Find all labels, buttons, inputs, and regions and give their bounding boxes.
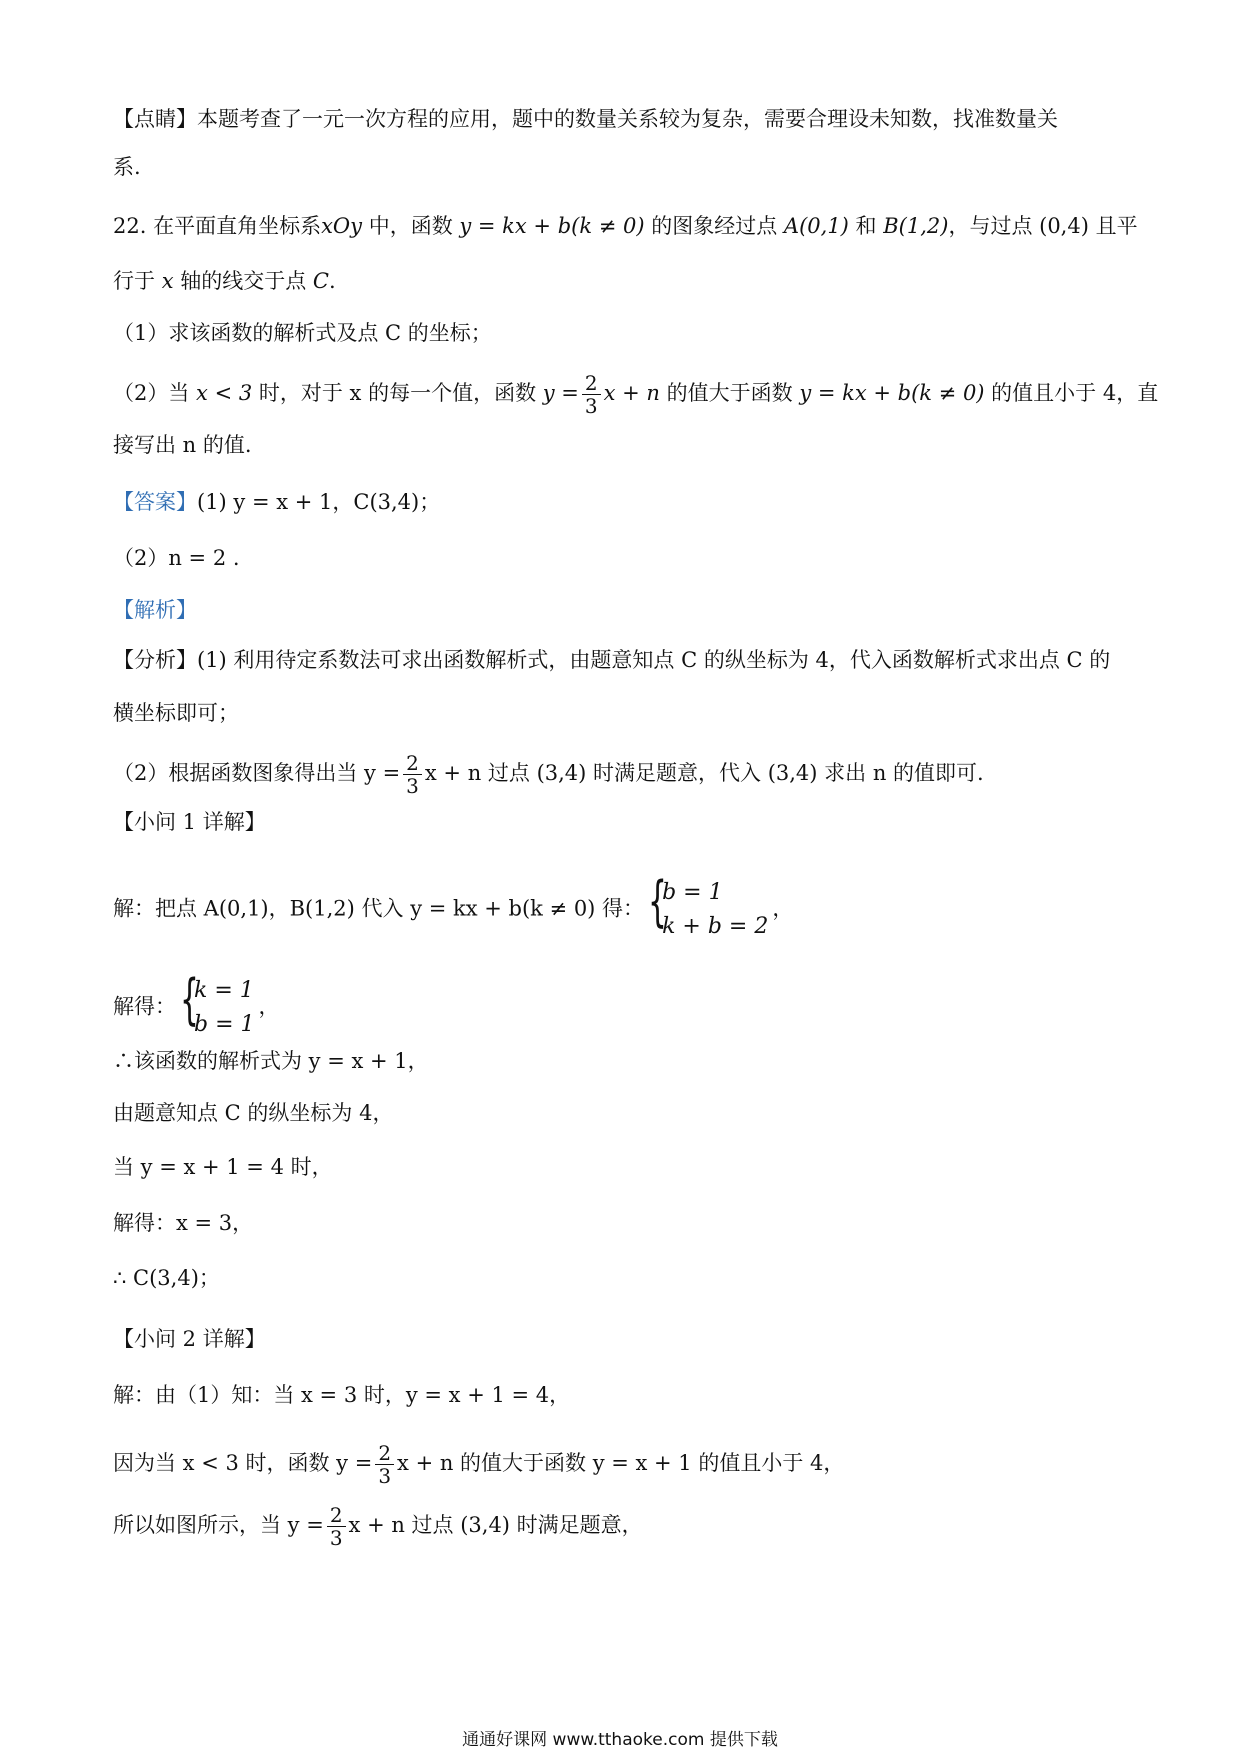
- equation-system-2: { k = 1 b = 1: [180, 968, 255, 1037]
- solution-1-line-6: 解得：x = 3，: [113, 1211, 254, 1235]
- q22-function: y = kx + b(k ≠ 0): [459, 214, 645, 238]
- p2-text-c: 的值大于函数: [659, 381, 800, 405]
- t2-text-b: x + n 的值大于函数 y = x + 1 的值且小于 4，: [397, 1451, 845, 1475]
- q22-text-d: 和: [848, 214, 884, 238]
- answer-label: 【答案】: [113, 490, 197, 514]
- t3-text-b: x + n 过点 (3,4) 时满足题意，: [348, 1513, 643, 1537]
- fraction-two-thirds: $\frac{2}{3}$: [375, 1442, 394, 1487]
- analysis-label: 【解析】: [113, 598, 197, 622]
- fraction-two-thirds: $\frac{2}{3}$: [403, 752, 422, 797]
- q22-text-b: 中，函数: [362, 214, 460, 238]
- solution-1-line-3: ∴该函数的解析式为 y = x + 1，: [113, 1049, 429, 1073]
- dianjing-line-2: 系.: [113, 155, 141, 179]
- p2-condition: x < 3: [196, 381, 253, 405]
- q22-text-e: ，与过点 (0,4) 且平: [948, 214, 1138, 238]
- q22-point-c: C: [312, 269, 329, 293]
- subquestion-1-heading: 【小问 1 详解】: [113, 810, 266, 834]
- s1-text: 解：把点 A(0,1)，B(1,2) 代入 y = kx + b(k ≠ 0) 得：: [113, 896, 645, 921]
- solution-2-line-3: [113, 1504, 1133, 1549]
- fx3-text-a: （2）根据函数图象得出当 y =: [113, 761, 401, 785]
- part-2-question-line-2: 接写出 n 的值.: [113, 433, 252, 457]
- solution-2-line-2: [113, 1442, 1133, 1487]
- left-brace-icon: {: [648, 870, 667, 933]
- p2-text-d: 的值且小于 4，直: [984, 381, 1159, 405]
- p2-text-a: （2）当: [113, 381, 197, 405]
- part-1-question: （1）求该函数的解析式及点 C 的坐标；: [113, 321, 492, 345]
- fenxi-line-2: 横坐标即可；: [113, 701, 239, 725]
- t2-text-a: 因为当 x < 3 时，函数 y =: [113, 1451, 373, 1475]
- fenxi-line-3: [113, 752, 1133, 797]
- q22-text-c: 的图象经过点: [644, 214, 784, 238]
- s2-text: 解得：: [113, 994, 176, 1019]
- p2-text-b: 时，对于 x 的每一个值，函数: [252, 381, 543, 405]
- fx3-text-b: x + n 过点 (3,4) 时满足题意，代入 (3,4) 求出 n 的值即可.: [424, 761, 984, 785]
- fraction-two-thirds: $\frac{2}{3}$: [582, 372, 601, 417]
- fraction-two-thirds: $\frac{2}{3}$: [327, 1504, 346, 1549]
- q22-xoy: xOy: [321, 214, 363, 238]
- q22-x: x: [161, 269, 174, 293]
- question-22-line-2: [113, 266, 1133, 296]
- left-brace-icon: {: [180, 968, 199, 1031]
- subquestion-2-heading: 【小问 2 详解】: [113, 1327, 266, 1351]
- solution-1-line-7: ∴ C(3,4)；: [113, 1266, 220, 1290]
- q22-text-f3: .: [328, 269, 336, 293]
- answer-part-1: (1) y = x + 1，C(3,4)；: [197, 490, 441, 514]
- t3-text-a: 所以如图所示，当 y =: [113, 1513, 324, 1537]
- solution-2-line-1: 解：由（1）知：当 x = 3 时，y = x + 1 = 4，: [113, 1383, 571, 1407]
- p2-function: y = kx + b(k ≠ 0): [799, 381, 985, 405]
- q22-text-a: 22. 在平面直角坐标系: [113, 214, 322, 238]
- p2-xn: x + n: [603, 381, 660, 405]
- solution-1-line-4: 由题意知点 C 的纵坐标为 4，: [113, 1101, 394, 1125]
- q22-point-b: B(1,2): [883, 214, 949, 238]
- answer-line-1: [113, 487, 1133, 517]
- solution-1-line-2: 解得： { k = 1 b = 1 ，: [113, 974, 1133, 1042]
- fenxi-line-1: 【分析】(1) 利用待定系数法可求出函数解析式，由题意知点 C 的纵坐标为 4，代入函数解析式求出点 C 的: [113, 648, 1111, 672]
- solution-1-line-1: 解：把点 A(0,1)，B(1,2) 代入 y = kx + b(k ≠ 0) 得： { b = 1 k + b = 2 ，: [113, 876, 1133, 944]
- question-22-line-1: [113, 211, 1138, 241]
- q22-point-a: A(0,1): [783, 214, 849, 238]
- q22-text-f1: 行于: [113, 269, 162, 293]
- solution-1-line-5: 当 y = x + 1 = 4 时，: [113, 1155, 333, 1179]
- part-2-question-line-1: [113, 371, 1159, 418]
- q22-text-f2: 轴的线交于点: [173, 269, 313, 293]
- footer-watermark: 通通好课网 www.tthaoke.com 提供下载: [462, 1730, 778, 1750]
- p2-y: y =: [542, 381, 579, 405]
- dianjing-line-1: 【点睛】本题考查了一元一次方程的应用，题中的数量关系较为复杂，需要合理设未知数，找准数量关: [113, 107, 1058, 131]
- answer-line-2: （2）n = 2 .: [113, 546, 240, 570]
- equation-system-1: { b = 1 k + b = 2: [648, 870, 769, 939]
